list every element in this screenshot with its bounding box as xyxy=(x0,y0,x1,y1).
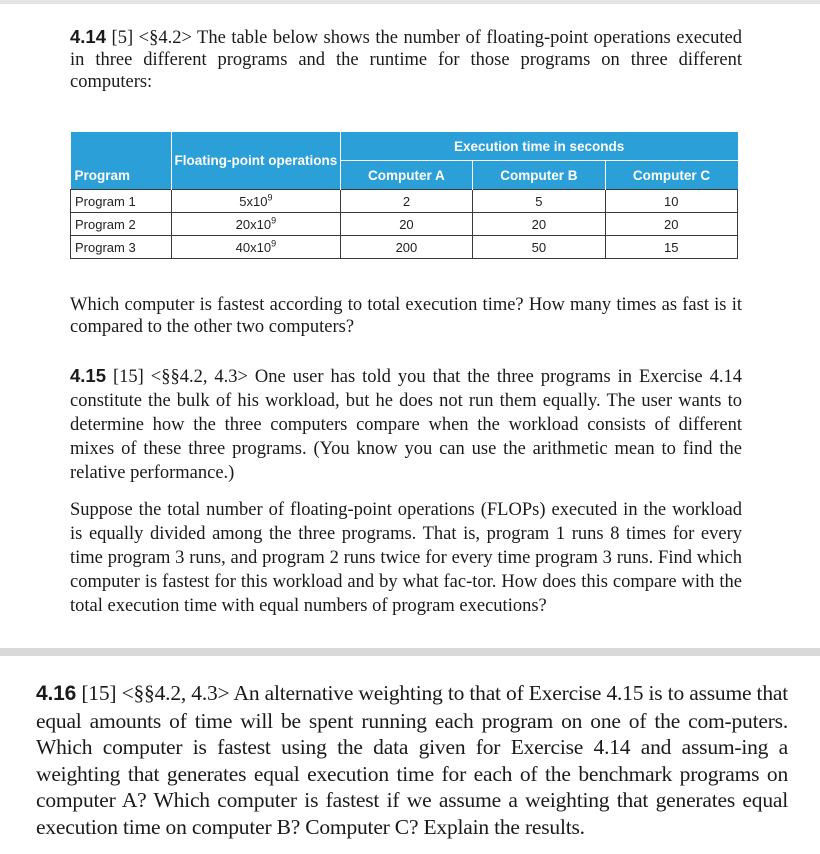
header-exec-time: Execution time in seconds xyxy=(340,132,737,161)
exercise-4-14-text xyxy=(70,26,742,93)
cell-computer-b: 50 xyxy=(473,236,605,259)
exercise-4-14-question: Which computer is fastest according to total execution time? How many times as fast is it compared to the other two computers? xyxy=(70,295,742,337)
exercise-body: [15] <§§4.2, 4.3> An alternative weighting to that of Exercise 4.15 is to assume that equal amounts of time will be spent running each program on one of the com-puters. Which computer is fastest using the data given for Exercise 4.14 and assum-ing a weighting that generates equal execution time for each of the benchmark programs on computer A? Which computer is fastest if we assume a weighting that generates equal execution time on computer B? Computer C? Explain the results. xyxy=(36,681,788,839)
cell-flops: $40x10^9$ xyxy=(172,236,341,259)
cell-program: Program 2 xyxy=(71,213,172,236)
header-computer-a: Computer A xyxy=(340,161,472,190)
flops-table xyxy=(70,132,738,259)
header-flops: Floating-point operations xyxy=(172,132,341,190)
exercise-body: [5] <§4.2> The table below shows the number of floating-point operations executed in three different programs and the runtime for those programs on three different computers: xyxy=(70,28,742,92)
table-row xyxy=(71,190,738,213)
header-program: Program xyxy=(71,132,172,190)
exercise-4-15-paragraph-2: Suppose the total number of floating-point operations (FLOPs) executed in the workload is equally divided among the three programs. That is, program 1 runs 8 times for every time program 3 runs, and program 2 runs twice for every time program 3 runs. Find which computer is fastest for this workload and by what fac-tor. How does this compare with the total execution time with equal numbers of program executions? xyxy=(70,500,742,616)
cell-computer-a: 20 xyxy=(340,213,472,236)
cell-computer-b: 20 xyxy=(473,213,605,236)
cell-computer-c: 10 xyxy=(605,190,737,213)
exercise-body: [15] <§§4.2, 4.3> One user has told you that the three programs in Exercise 4.14 constitute the bulk of his workload, but he does not run them equally. The user wants to determine how the three computers compare when the workload consists of different mixes of these three programs. (You know you can use the arithmetic mean to find the relative performance.) xyxy=(70,367,742,483)
cell-flops: $5x10^9$ xyxy=(172,190,341,213)
cell-computer-b: 5 xyxy=(473,190,605,213)
exercise-number: 4.15 xyxy=(70,365,107,386)
header-computer-c: Computer C xyxy=(605,161,737,190)
table-row xyxy=(71,213,738,236)
cell-program: Program 3 xyxy=(71,236,172,259)
cell-computer-c: 20 xyxy=(605,213,737,236)
table-row xyxy=(71,236,738,259)
cell-computer-a: 2 xyxy=(340,190,472,213)
cell-program: Program 1 xyxy=(71,190,172,213)
cell-computer-c: 15 xyxy=(605,236,737,259)
header-computer-b: Computer B xyxy=(473,161,605,190)
exercise-4-16-text xyxy=(36,680,788,840)
cell-flops: $20x10^9$ xyxy=(172,213,341,236)
exercise-number: 4.16 xyxy=(36,682,77,705)
cell-computer-a: 200 xyxy=(340,236,472,259)
exercise-number: 4.14 xyxy=(70,26,107,47)
exercise-4-15-text xyxy=(70,364,742,485)
page-bottom xyxy=(0,656,820,854)
